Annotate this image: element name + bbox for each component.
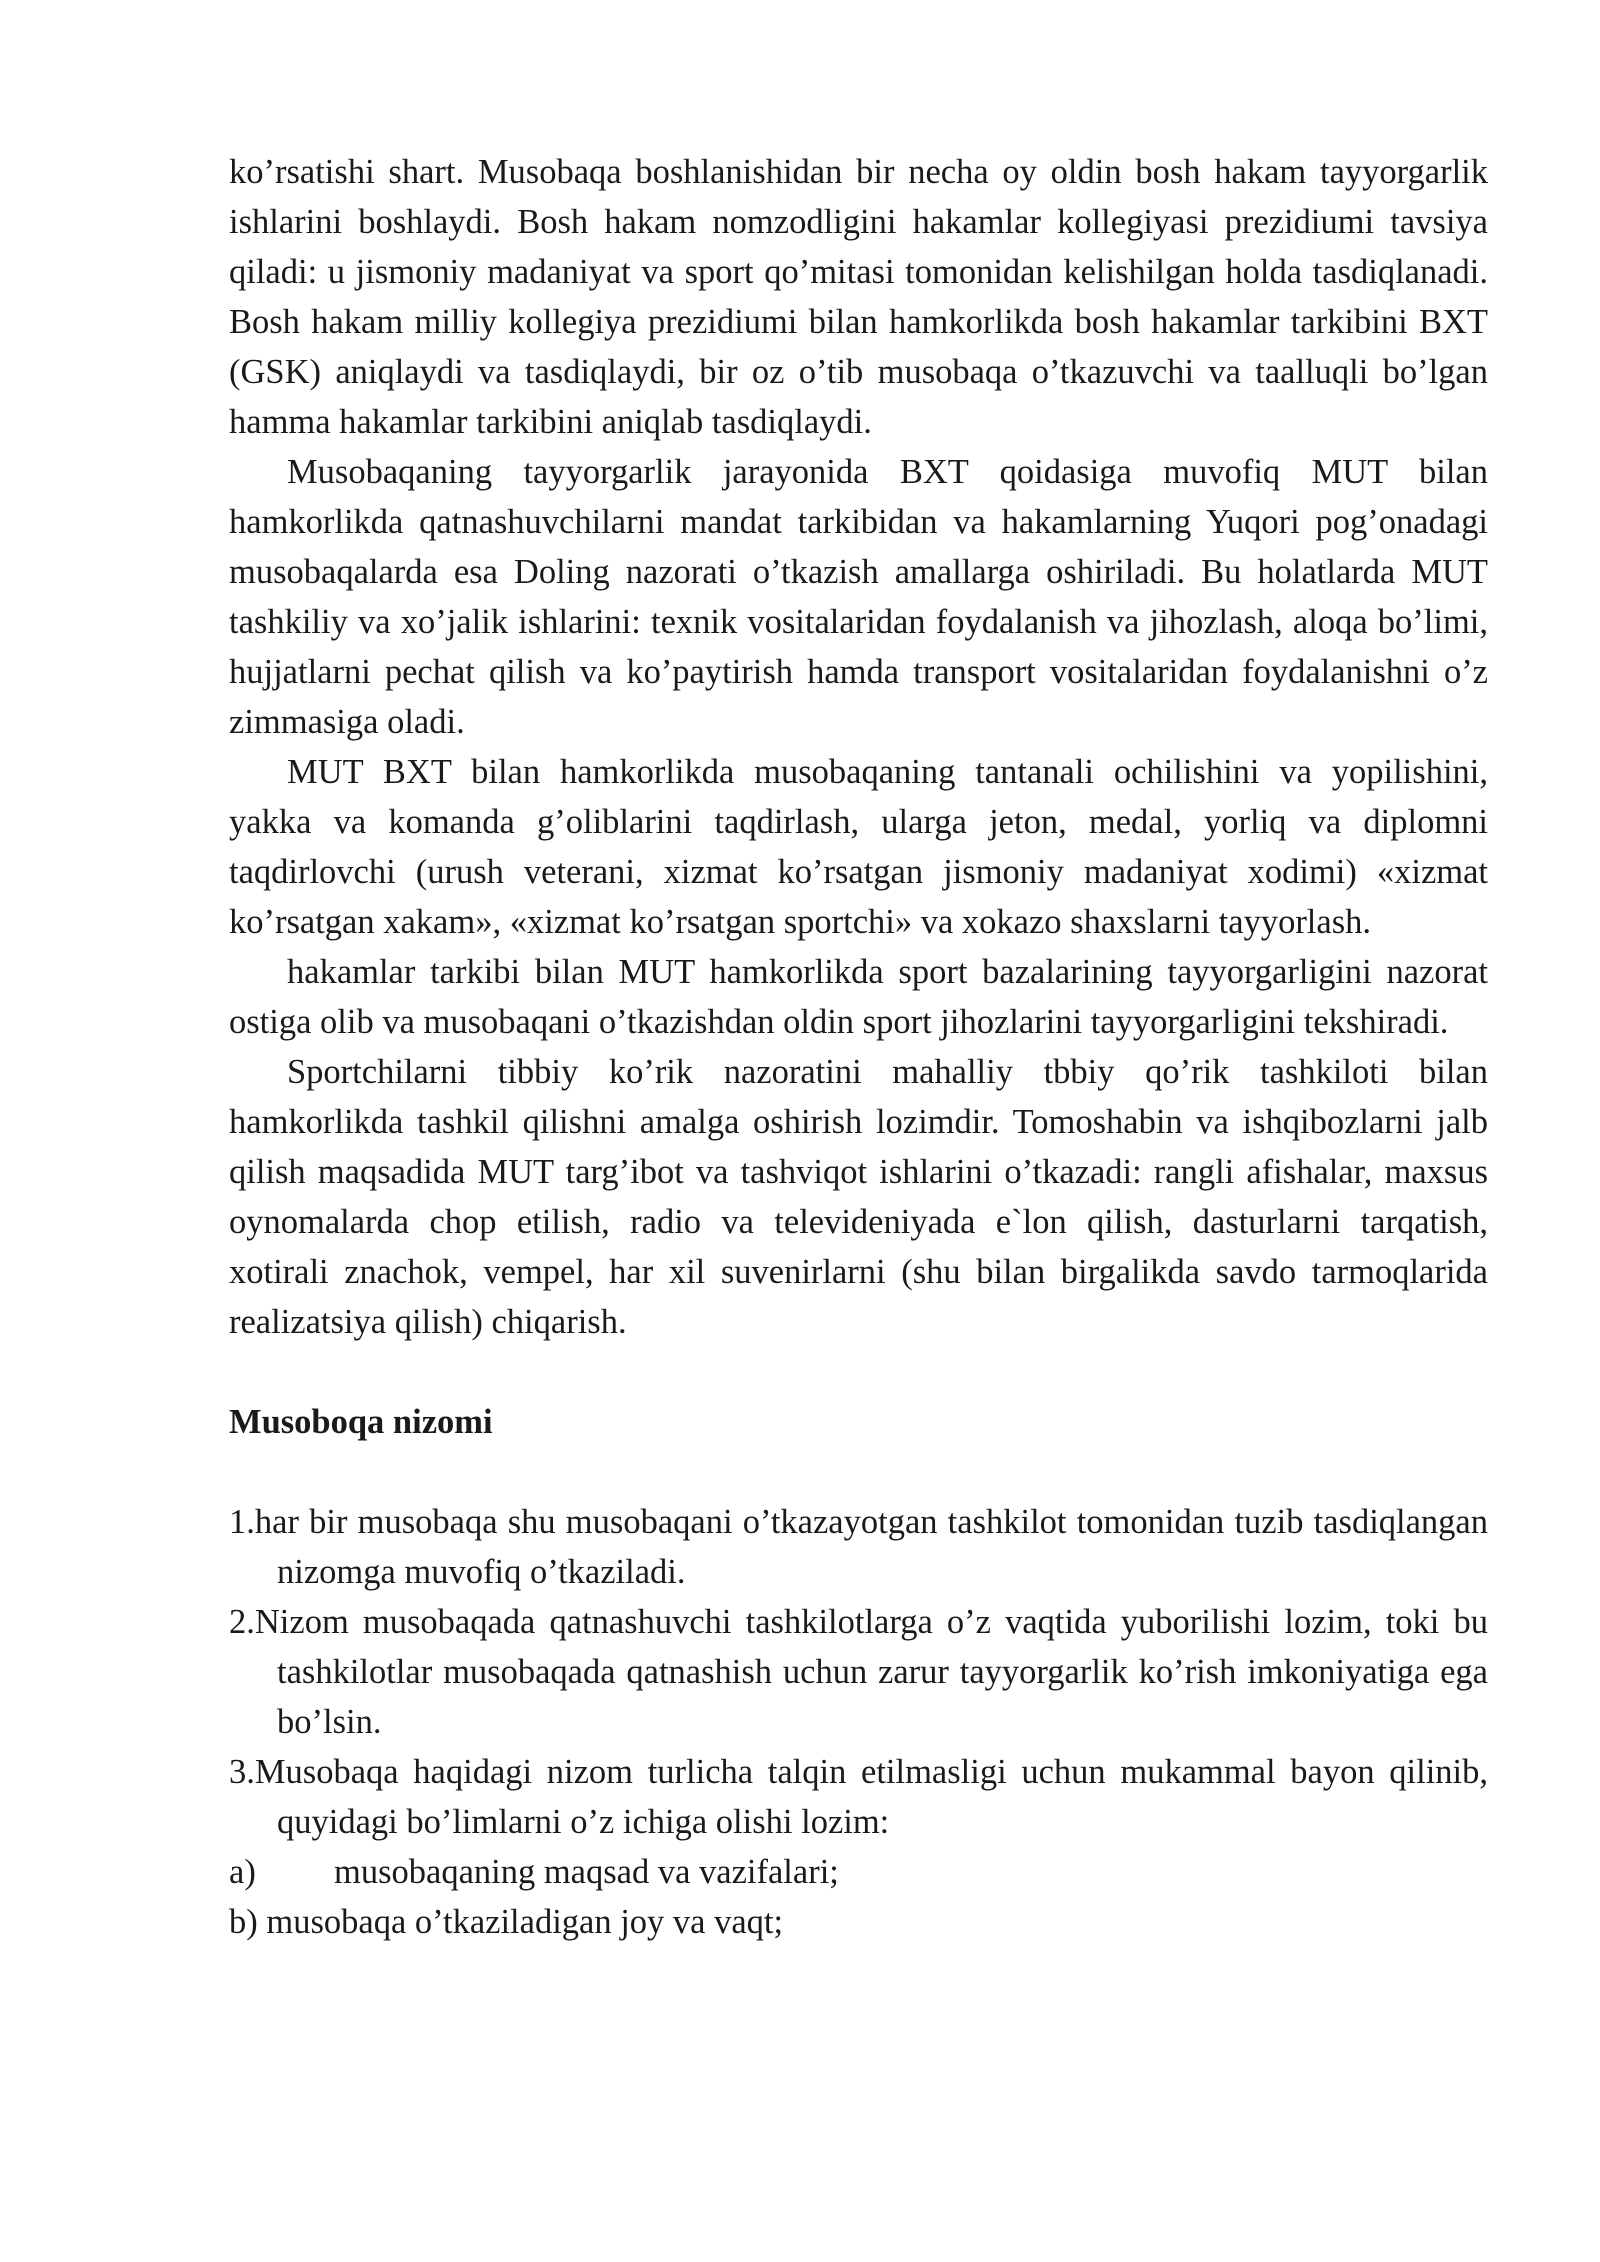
list-item-2: 2.Nizom musobaqada qatnashuvchi tashkilotlarga o’z vaqtida yuborilishi lozim, toki bu tashkilotlar musobaqada qatnashish uchun zarur tayyorgarlik ko’rish imkoniyatiga ega bo’lsin. <box>229 1603 1488 1741</box>
paragraph-3: MUT BXT bilan hamkorlikda musobaqaning tantanali ochilishini va yopilishini, yakka va komanda g’oliblarini taqdirlash, ularga jeton, medal, yorliq va diplomni taqdirlovchi (urush veterani, xizmat ko’rsatgan jismoniy madaniyat xodimi) «xizmat ko’rsatgan xakam», «xizmat ko’rsatgan sportchi» va xokazo shaxslarni tayyorlash. <box>229 753 1488 941</box>
sub-item-text: musobaqa o’tkaziladigan joy va vaqt; <box>266 1903 784 1941</box>
sub-item-marker: a) <box>229 1853 256 1891</box>
sub-item-marker: b) <box>229 1903 258 1941</box>
paragraph-5: Sportchilarni tibbiy ko’rik nazoratini mahalliy tbbiy qo’rik tashkiloti bilan hamkorlikda tashkil qilishni amalga oshirish lozimdir. Tomoshabin va ishqibozlarni jalb qilish maqsadida MUT targ’ibot va tashviqot ishlarini o’tkazadi: rangli afishalar, maxsus oynomalarda chop etilish, radio va televideniyada e`lon qilish, dasturlarni tarqatish, xotirali znachok, vempel, har xil suvenirlarni (shu bilan birgalikda savdo tarmoqlarida realizatsiya qilish) chiqarish. <box>229 1053 1488 1341</box>
sub-item-a <box>229 1847 1488 1897</box>
paragraph-1: ko’rsatishi shart. Musobaqa boshlanishidan bir necha oy oldin bosh hakam tayyorgarlik ishlarini boshlaydi. Bosh hakam nomzodligini hakamlar kollegiyasi prezidiumi tavsiya qiladi: u jismoniy madaniyat va sport qo’mitasi tomonidan kelishilgan holda tasdiqlanadi. Bosh hakam milliy kollegiya prezidiumi bilan hamkorlikda bosh hakamlar tarkibini BXT (GSK) aniqlaydi va tasdiqlaydi, bir oz o’tib musobaqa o’tkazuvchi va taalluqli bo’lgan hamma hakamlar tarkibini aniqlab tasdiqlaydi. <box>229 153 1488 441</box>
sub-item-text: musobaqaning maqsad va vazifalari; <box>334 1853 839 1891</box>
paragraph-2: Musobaqaning tayyorgarlik jarayonida BXT qoidasiga muvofiq MUT bilan hamkorlikda qatnashuvchilarni mandat tarkibidan va hakamlarning Yuqori pog’onadagi musobaqalarda esa Doling nazorati o’tkazish amallarga oshiriladi. Bu holatlarda MUT tashkiliy va xo’jalik ishlarini: texnik vositalaridan foydalanish va jihozlash, aloqa bo’limi, hujjatlarni pechat qilish va ko’paytirish hamda transport vositalaridan foydalanishni o’z zimmasiga oladi. <box>229 453 1488 741</box>
section-heading: Musoboqa nizomi <box>229 1403 493 1441</box>
numbered-list <box>229 1497 1488 1947</box>
sub-item-b <box>229 1897 1488 1947</box>
list-item-1: 1.har bir musobaqa shu musobaqani o’tkazayotgan tashkilot tomonidan tuzib tasdiqlangan nizomga muvofiq o’tkaziladi. <box>229 1503 1488 1591</box>
list-item-3: 3.Musobaqa haqidagi nizom turlicha talqin etilmasligi uchun mukammal bayon qilinib, quyidagi bo’limlarni o’z ichiga olishi lozim: <box>229 1753 1488 1841</box>
paragraph-4: hakamlar tarkibi bilan MUT hamkorlikda sport bazalarining tayyorgarligini nazorat ostiga olib va musobaqani o’tkazishdan oldin sport jihozlarini tayyorgarligini tekshiradi. <box>229 953 1488 1041</box>
